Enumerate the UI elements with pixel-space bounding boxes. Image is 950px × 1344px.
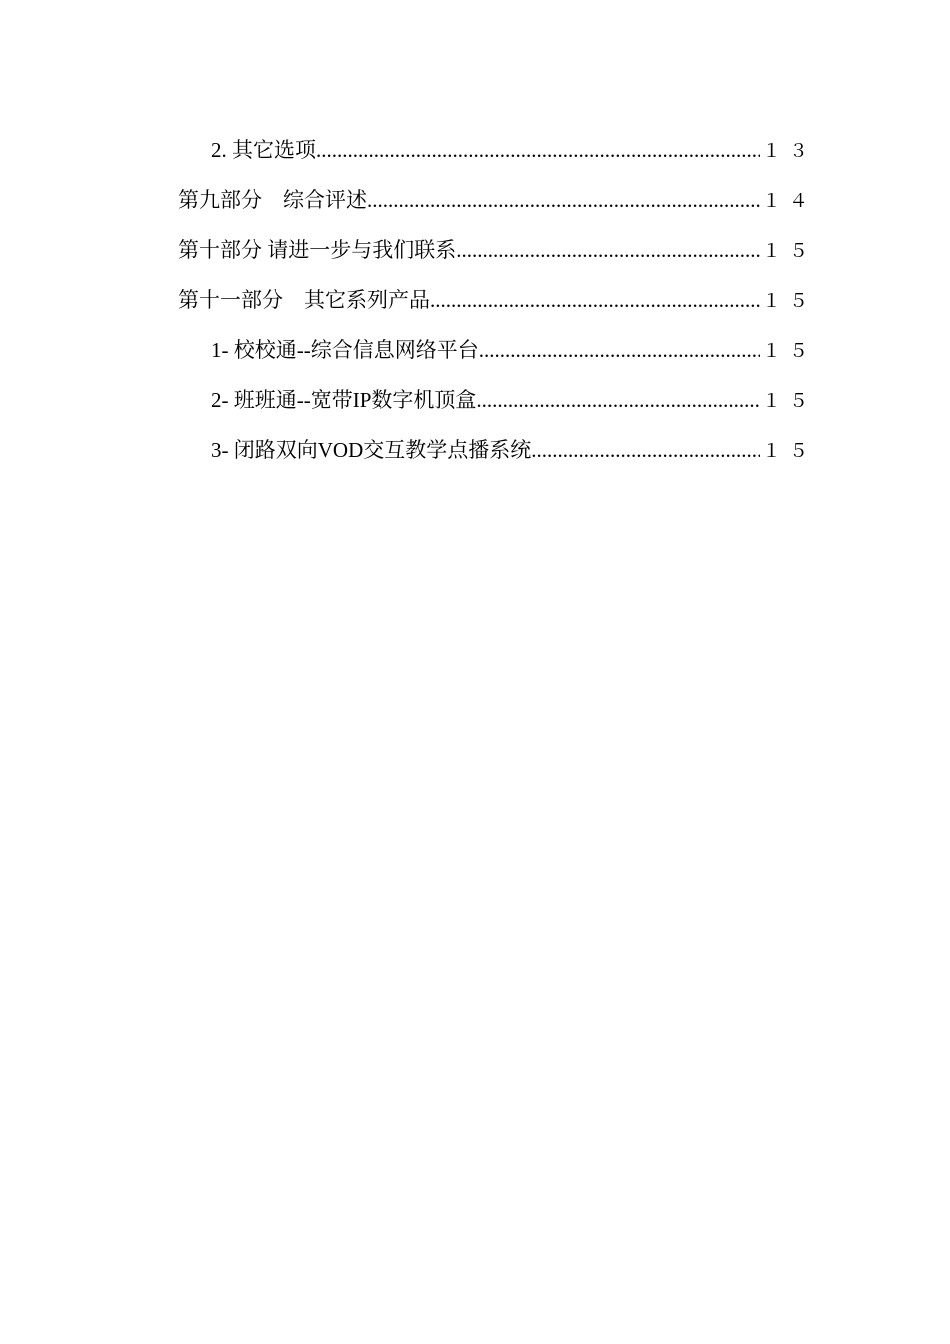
toc-page-number: １５ bbox=[761, 290, 816, 312]
toc-page-number: １３ bbox=[761, 140, 816, 162]
toc-entry-title: 1- 校校通--综合信息网络平台 bbox=[211, 338, 479, 362]
toc-entry-part-eleven[interactable] bbox=[178, 285, 816, 335]
toc-page-number: １５ bbox=[761, 240, 816, 262]
toc-entry-title: 第十部分 请进一步与我们联系 bbox=[178, 238, 457, 262]
table-of-contents bbox=[178, 135, 816, 485]
toc-dot-leader bbox=[430, 285, 760, 315]
toc-entry-vod-system[interactable] bbox=[178, 435, 816, 485]
toc-entry-title: 第九部分 综合评述 bbox=[178, 188, 367, 212]
toc-dot-leader bbox=[316, 135, 760, 165]
toc-page-number: １５ bbox=[761, 440, 816, 462]
toc-page-number: １４ bbox=[761, 190, 816, 212]
toc-page-number: １５ bbox=[761, 390, 816, 412]
toc-entry-set-top-box[interactable] bbox=[178, 385, 816, 435]
toc-entry-title: 第十一部分 其它系列产品 bbox=[178, 288, 430, 312]
toc-page-number: １５ bbox=[761, 340, 816, 362]
toc-dot-leader bbox=[367, 185, 760, 215]
toc-entry-title: 2- 班班通--宽带IP数字机顶盒 bbox=[211, 388, 477, 412]
toc-dot-leader bbox=[479, 335, 760, 365]
toc-entry-part-nine[interactable] bbox=[178, 185, 816, 235]
toc-entry-school-platform[interactable] bbox=[178, 335, 816, 385]
toc-dot-leader bbox=[456, 235, 760, 265]
toc-entry-part-ten[interactable] bbox=[178, 235, 816, 285]
toc-entry-other-options[interactable] bbox=[178, 135, 816, 185]
toc-dot-leader bbox=[531, 435, 760, 465]
toc-dot-leader bbox=[476, 385, 760, 415]
toc-entry-title: 3- 闭路双向VOD交互教学点播系统 bbox=[211, 438, 532, 462]
toc-entry-title: 2. 其它选项 bbox=[211, 138, 316, 162]
